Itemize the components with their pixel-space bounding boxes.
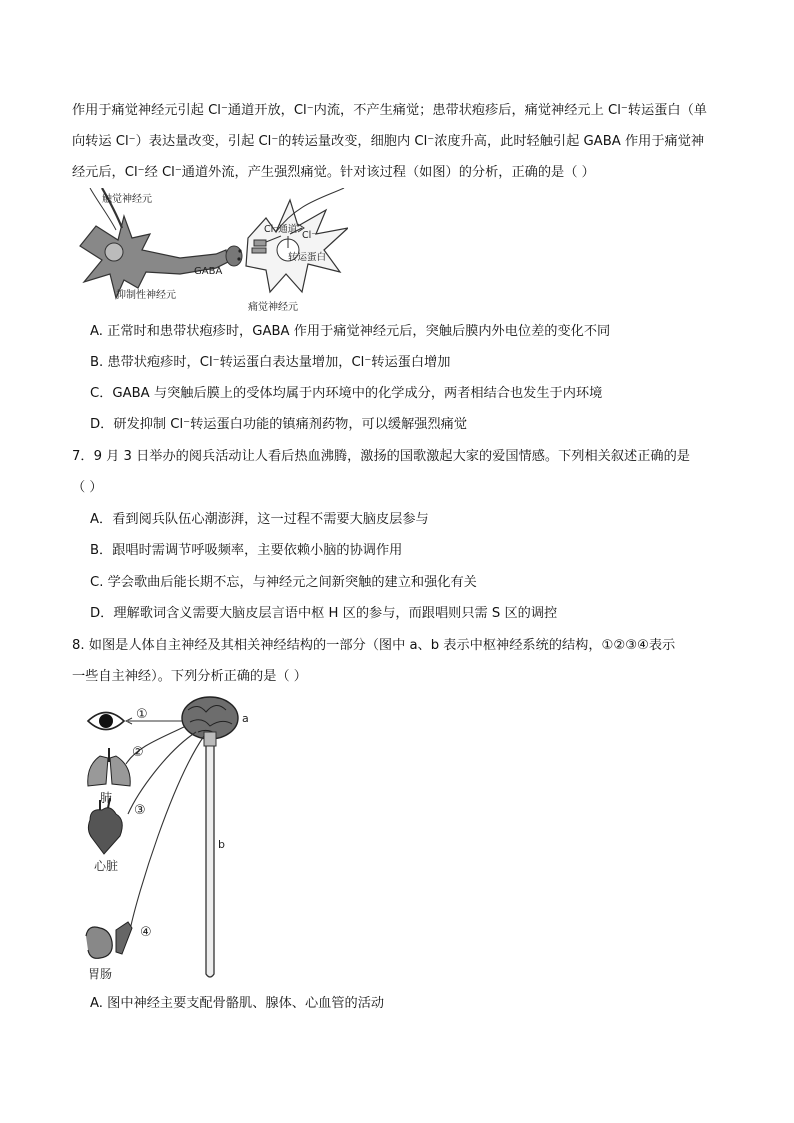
label-cl-channel: Cl⁻通道 (264, 224, 298, 235)
label-pain-neuron: 痛觉神经元 (248, 302, 298, 313)
lung-icon (88, 748, 130, 786)
label-gut: 胃肠 (88, 967, 113, 981)
intro-line-1: 作用于痛觉神经元引起 Cl⁻通道开放，Cl⁻内流，不产生痛觉；患带状疱疹后，痛觉神经元上 Cl⁻转运蛋白（单 (72, 103, 707, 118)
spinal-cord-shape (206, 734, 214, 977)
label-lung: 肺 (100, 791, 113, 805)
synapse-terminal (226, 246, 242, 266)
label-cl: Cl⁻ (302, 230, 317, 241)
q8-option-a: A. 图中神经主要支配骨骼肌、腺体、心血管的活动 (90, 996, 385, 1011)
label-gaba: GABA (194, 266, 223, 277)
label-transporter: 转运蛋白 (288, 252, 327, 263)
label-nerve-2: ② (132, 745, 144, 760)
q7-option-c: C. 学会歌曲后能长期不忘，与神经元之间新突触的建立和强化有关 (90, 575, 477, 590)
neuron-figure (76, 188, 348, 316)
q7-option-a: A．看到阅兵队伍心潮澎湃，这一过程不需要大脑皮层参与 (90, 512, 429, 527)
q8-stem-1: 8. 如图是人体自主神经及其相关神经结构的一部分（图中 a、b 表示中枢神经系统的结构，①②③④表示 (72, 638, 676, 653)
q7-stem-1: 7．9 月 3 日举办的阅兵活动让人看后热血沸腾，激扬的国歌激起大家的爱国情感。下列相关叙述正确的是 (72, 449, 690, 464)
label-nerve-3: ③ (134, 803, 146, 818)
q7-option-d: D．理解歌词含义需要大脑皮层言语中枢 H 区的参与，而跟唱则只需 S 区的调控 (90, 606, 558, 621)
q8-stem-2: 一些自主神经）。下列分析正确的是（ ） (72, 669, 307, 684)
label-a: a (242, 712, 249, 725)
q7-option-b: B．跟唱时需调节呼吸频率，主要依赖小脑的协调作用 (90, 543, 403, 558)
q6-option-a: A. 正常时和患带状疱疹时，GABA 作用于痛觉神经元后，突触后膜内外电位差的变化不同 (90, 324, 611, 339)
label-b: b (218, 838, 225, 851)
label-nerve-1: ① (136, 707, 148, 722)
inhibitory-neuron-shape (80, 216, 228, 298)
autonomic-nerve-figure (76, 692, 266, 984)
label-touch-neuron: 触觉神经元 (102, 194, 152, 205)
intro-line-2: 向转运 Cl⁻）表达量改变，引起 Cl⁻的转运量改变，细胞内 Cl⁻浓度升高，此时轻触引起 GABA 作用于痛觉神 (72, 134, 705, 149)
label-heart: 心脏 (94, 859, 119, 873)
eye-icon (88, 713, 124, 730)
cl-channel-shape (254, 240, 266, 246)
q6-option-c: C．GABA 与突触后膜上的受体均属于内环境中的化学成分，两者相结合也发生于内环境 (90, 386, 603, 401)
heart-icon (88, 798, 122, 854)
q7-stem-2: （ ） (72, 480, 103, 495)
stomach-intestine-icon (86, 922, 132, 958)
inhibitory-nucleus (105, 243, 123, 261)
q6-option-b: B. 患带状疱疹时，Cl⁻转运蛋白表达量增加，Cl⁻转运蛋白增加 (90, 355, 451, 370)
label-inhibitory-neuron: 抑制性神经元 (116, 290, 176, 301)
q6-option-d: D．研发抑制 Cl⁻转运蛋白功能的镇痛剂药物，可以缓解强烈痛觉 (90, 417, 468, 432)
intro-line-3: 经元后，Cl⁻经 Cl⁻通道外流，产生强烈痛觉。针对该过程（如图）的分析，正确的是（ ） (72, 165, 595, 180)
label-nerve-4: ④ (140, 925, 152, 940)
